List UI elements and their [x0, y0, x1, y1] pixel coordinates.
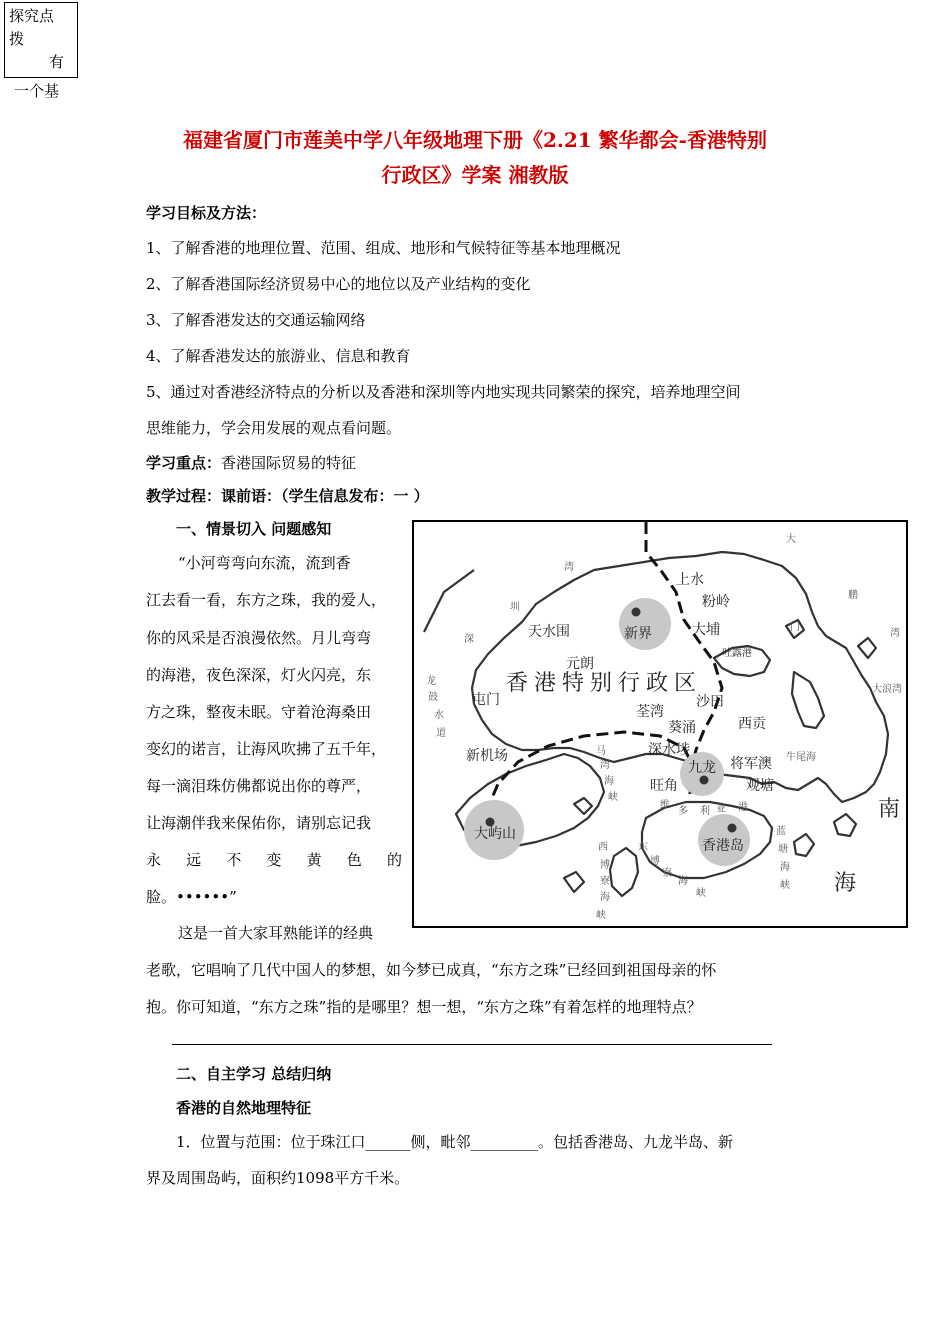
map-place: 屯门 — [472, 692, 500, 708]
objective-item: 5、通过对香港经济特点的分析以及香港和深圳等内地实现共同繁荣的探究，培养地理空间 — [146, 383, 741, 401]
map-place: 沙田 — [696, 694, 724, 710]
poem-line: 的海港，夜色深深，灯火闪亮，东 — [146, 666, 372, 684]
map-place: 上水 — [676, 572, 704, 588]
map-place: 将军澳 — [730, 756, 772, 772]
key-point-text: 香港国际贸易的特征 — [221, 454, 357, 472]
small-island — [794, 834, 814, 856]
water-label: 塘 — [778, 844, 788, 855]
objective-item: 4、了解香港发达的旅游业、信息和教育 — [146, 347, 411, 365]
water-label: 湾 — [600, 760, 610, 771]
water-label: 圳 — [510, 602, 520, 613]
poem-last-line: 脸。••••••” — [146, 888, 237, 906]
map-svg — [414, 522, 906, 926]
section2-heading: 二、自主学习 总结归纳 — [176, 1065, 332, 1083]
lamma-coast — [610, 848, 638, 896]
map-place: 吐露港 — [722, 648, 752, 659]
poem-line: 让海潮伴我来保佑你，请别忘记我 — [146, 814, 372, 832]
small-island — [564, 872, 584, 892]
map-place-hk-island: 香港岛 — [702, 838, 744, 854]
water-label: 亚 — [716, 804, 726, 815]
poem-line: 江去看一看，东方之珠，我的爱人， — [146, 591, 387, 609]
water-label: 峡 — [608, 792, 618, 803]
marker-dot — [700, 776, 709, 785]
map-place: 葵涌 — [668, 720, 696, 736]
water-label: 峡 — [780, 880, 790, 891]
water-label: 利 — [700, 806, 710, 817]
water-label: 港 — [738, 802, 748, 813]
water-label: 水 — [434, 710, 444, 721]
poem-char: 永 — [146, 851, 162, 869]
map-place: 西贡 — [738, 716, 766, 732]
margin-note-line: 有 — [49, 53, 65, 71]
water-label: 维 — [660, 800, 670, 811]
key-point — [146, 452, 356, 473]
poem-line: 每一滴泪珠仿佛都说出你的尊严， — [146, 777, 372, 795]
map-region-title: 香港特别行政区 — [506, 671, 703, 696]
map-place-lantau: 大屿山 — [474, 826, 516, 842]
water-label: 鹏 — [848, 590, 858, 601]
map-labels — [426, 532, 902, 921]
map-place: 天水围 — [528, 624, 570, 640]
water-label: 马 — [596, 746, 606, 757]
map-place: 粉岭 — [702, 594, 730, 610]
water-label: 深 — [464, 634, 474, 645]
map-place: 新机场 — [466, 748, 508, 764]
poem-char: 色 — [346, 851, 362, 869]
water-label: 西 — [598, 842, 608, 853]
poem-line: “小河弯弯向东流，流到香 — [178, 554, 351, 572]
water-label: 牛尾海 — [786, 752, 816, 763]
doc-title-line-2: 行政区》学案 湘教版 — [381, 163, 569, 187]
water-label: 道 — [436, 728, 446, 739]
map-place: 旺角 — [650, 778, 678, 794]
margin-note-tail: 一个基 — [14, 82, 60, 100]
water-label: 海 — [678, 876, 688, 887]
water-label: 峡 — [596, 910, 606, 921]
poem-char: 不 — [226, 851, 242, 869]
map-place: 荃湾 — [636, 704, 664, 720]
water-label: 峡 — [696, 888, 706, 899]
objective-item: 2、了解香港国际经济贸易中心的地位以及产业结构的变化 — [146, 275, 531, 293]
doc-title-line-1: 福建省厦门市莲美中学八年级地理下册《2.21 繁华都会-香港特别 — [183, 128, 767, 152]
map-place-new-territories: 新界 — [624, 626, 652, 642]
water-label: 大 — [786, 534, 796, 545]
teaching-process: 教学过程：课前语：（学生信息发布：一 ） — [146, 487, 429, 505]
water-label: 博 — [600, 860, 610, 871]
poem-char: 变 — [266, 851, 282, 869]
section2-subheading: 香港的自然地理特征 — [176, 1099, 312, 1117]
poem-spread-line — [146, 849, 402, 870]
water-label: 湾 — [890, 628, 900, 639]
water-label: 多 — [678, 806, 688, 817]
water-label: 门 — [790, 622, 800, 633]
section2-line: 1．位置与范围：位于珠江口______侧，毗邻_________。包括香港岛、九龙半岛、新 — [176, 1133, 734, 1151]
water-label: 寮 — [662, 868, 672, 879]
hong-kong-map — [412, 520, 908, 928]
water-label: 博 — [650, 856, 660, 867]
port-shelter-coast — [792, 672, 824, 728]
water-label: 龙 — [426, 676, 436, 687]
marker-dot — [632, 608, 641, 617]
paragraph-line: 这是一首大家耳熟能详的经典 — [178, 924, 374, 942]
poem-char: 黄 — [306, 851, 322, 869]
poem-char: 远 — [186, 851, 202, 869]
marker-new-territories — [619, 598, 671, 650]
margin-note-line: 探究点 — [9, 7, 55, 25]
map-sea-label: 海 — [834, 871, 857, 896]
water-label: 海 — [604, 776, 614, 787]
water-label: 大浪湾 — [872, 684, 902, 695]
poem-line: 你的风采是否浪漫依然。月儿弯弯 — [146, 629, 372, 647]
small-island — [574, 798, 592, 814]
map-place: 深水埗 — [648, 742, 690, 758]
objective-item: 3、了解香港发达的交通运输网络 — [146, 311, 366, 329]
marker-dot — [728, 824, 737, 833]
section1-heading: 一、情景切入 问题感知 — [176, 520, 332, 538]
map-place: 观塘 — [746, 778, 774, 794]
poem-line: 方之珠，整夜未眠。守着沧海桑田 — [146, 703, 372, 721]
water-label: 海 — [780, 862, 790, 873]
poem-char: 的 — [386, 851, 402, 869]
water-label: 东 — [638, 842, 648, 853]
objectives-heading: 学习目标及方法： — [146, 204, 267, 222]
objective-item: 1、了解香港的地理位置、范围、组成、地形和气候特征等基本地理概况 — [146, 239, 621, 257]
water-label: 蓝 — [776, 826, 786, 837]
water-label: 海 — [600, 892, 610, 903]
map-place-kowloon: 九龙 — [688, 760, 716, 776]
answer-line — [172, 1044, 772, 1045]
map-place: 大埔 — [692, 622, 720, 638]
water-label: 湾 — [564, 562, 574, 573]
margin-note-box — [4, 2, 78, 78]
key-point-label: 学习重点： — [146, 454, 222, 472]
shenzhen-coast — [424, 570, 474, 632]
map-sea-label: 南 — [878, 797, 901, 822]
paragraph-line: 抱。你可知道，“东方之珠”指的是哪里？想一想，“东方之珠”有着怎样的地理特点？ — [146, 998, 702, 1016]
small-island — [834, 814, 856, 836]
map-water-labels — [426, 532, 902, 921]
section2-line: 界及周围岛屿，面积约1098平方千米。 — [146, 1169, 410, 1187]
poem-line: 变幻的诺言，让海风吹拂了五千年， — [146, 740, 387, 758]
margin-note-line: 拨 — [9, 30, 25, 48]
water-label: 寮 — [600, 876, 610, 887]
map-place: 元朗 — [566, 656, 594, 672]
small-island — [858, 638, 876, 658]
objective-item: 思维能力，学会用发展的观点看问题。 — [146, 419, 402, 437]
water-label: 鼓 — [428, 692, 438, 703]
paragraph-line: 老歌，它唱响了几代中国人的梦想，如今梦已成真，“东方之珠”已经回到祖国母亲的怀 — [146, 961, 717, 979]
